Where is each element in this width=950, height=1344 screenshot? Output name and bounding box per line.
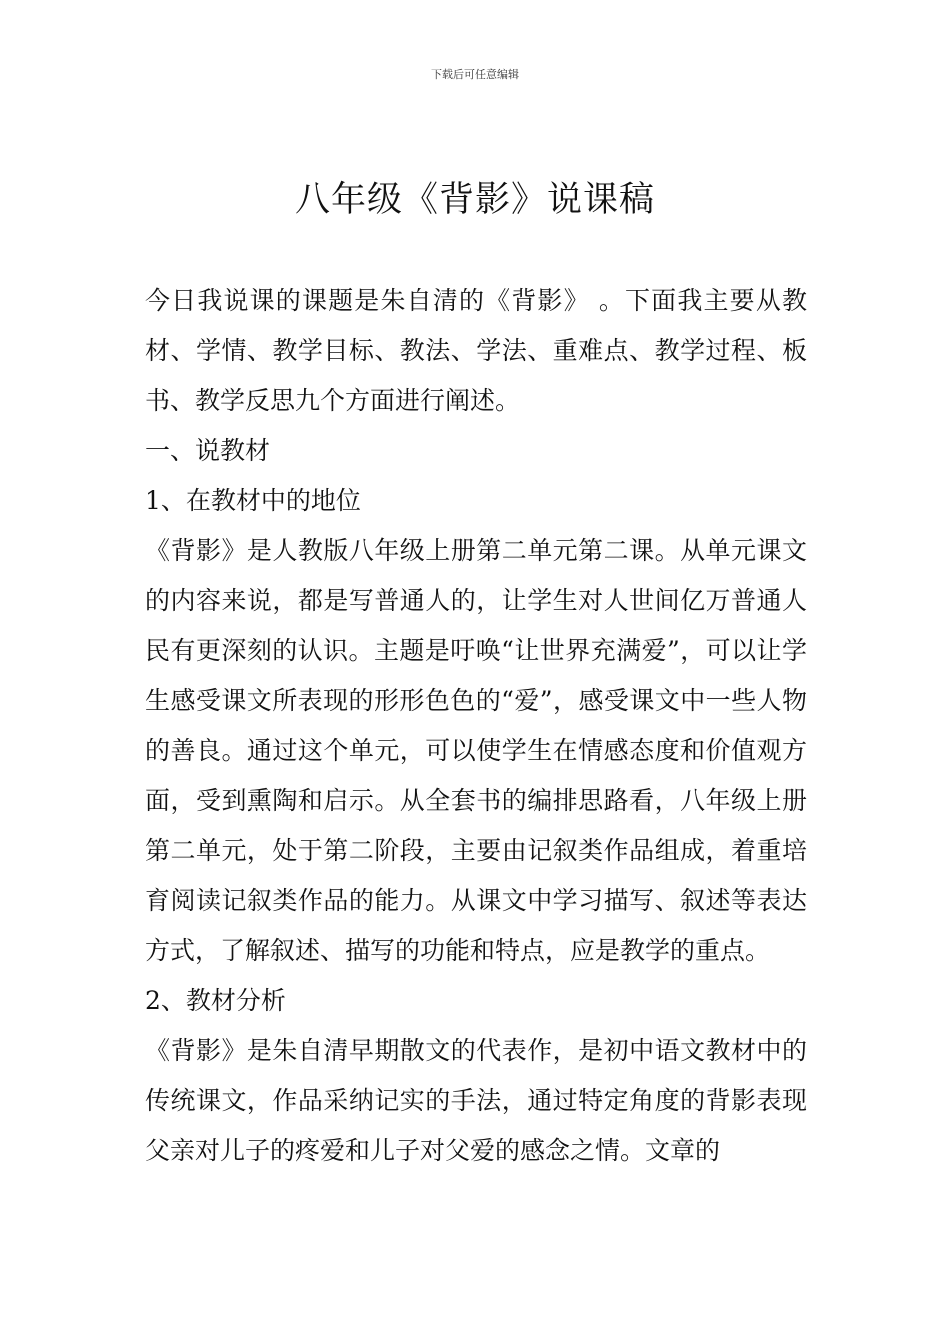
header-note: 下载后可任意编辑	[431, 68, 519, 81]
analysis-paragraph: 《背影》是朱自清早期散文的代表作，是初中语文教材中的传统课文，作品采纳记实的手法，通过特定角度的背影表现父亲对儿子的疼爱和儿子对父爱的感念之情。文章的	[145, 1036, 807, 1165]
intro-paragraph: 今日我说课的课题是朱自清的《背影》 。下面我主要从教材、学情、教学目标、教法、学法、重难点、教学过程、板书、教学反思九个方面进行阐述。	[145, 286, 807, 415]
document-body	[145, 276, 807, 1176]
document-title: 八年级《背影》说课稿	[294, 180, 655, 220]
subheading-position: 1、在教材中的地位	[145, 486, 361, 515]
section-heading-textbook: 一、说教材	[145, 436, 271, 465]
position-paragraph: 《背影》是人教版八年级上册第二单元第二课。从单元课文的内容来说，都是写普通人的，让学生对人世间亿万普通人民有更深刻的认识。主题是吁唤“让世界充满爱”，可以让学生感受课文所表现的形形色色的“爱”，感受课文中一些人物的善良。通过这个单元，可以使学生在情感态度和价值观方面，受到熏陶和启示。从全套书的编排思路看，八年级上册第二单元，处于第二阶段，主要由记叙类作品组成，着重培育阅读记叙类作品的能力。从课文中学习描写、叙述等表达方式，了解叙述、描写的功能和特点，应是教学的重点。	[145, 536, 807, 965]
subheading-analysis: 2、教材分析	[145, 986, 286, 1015]
